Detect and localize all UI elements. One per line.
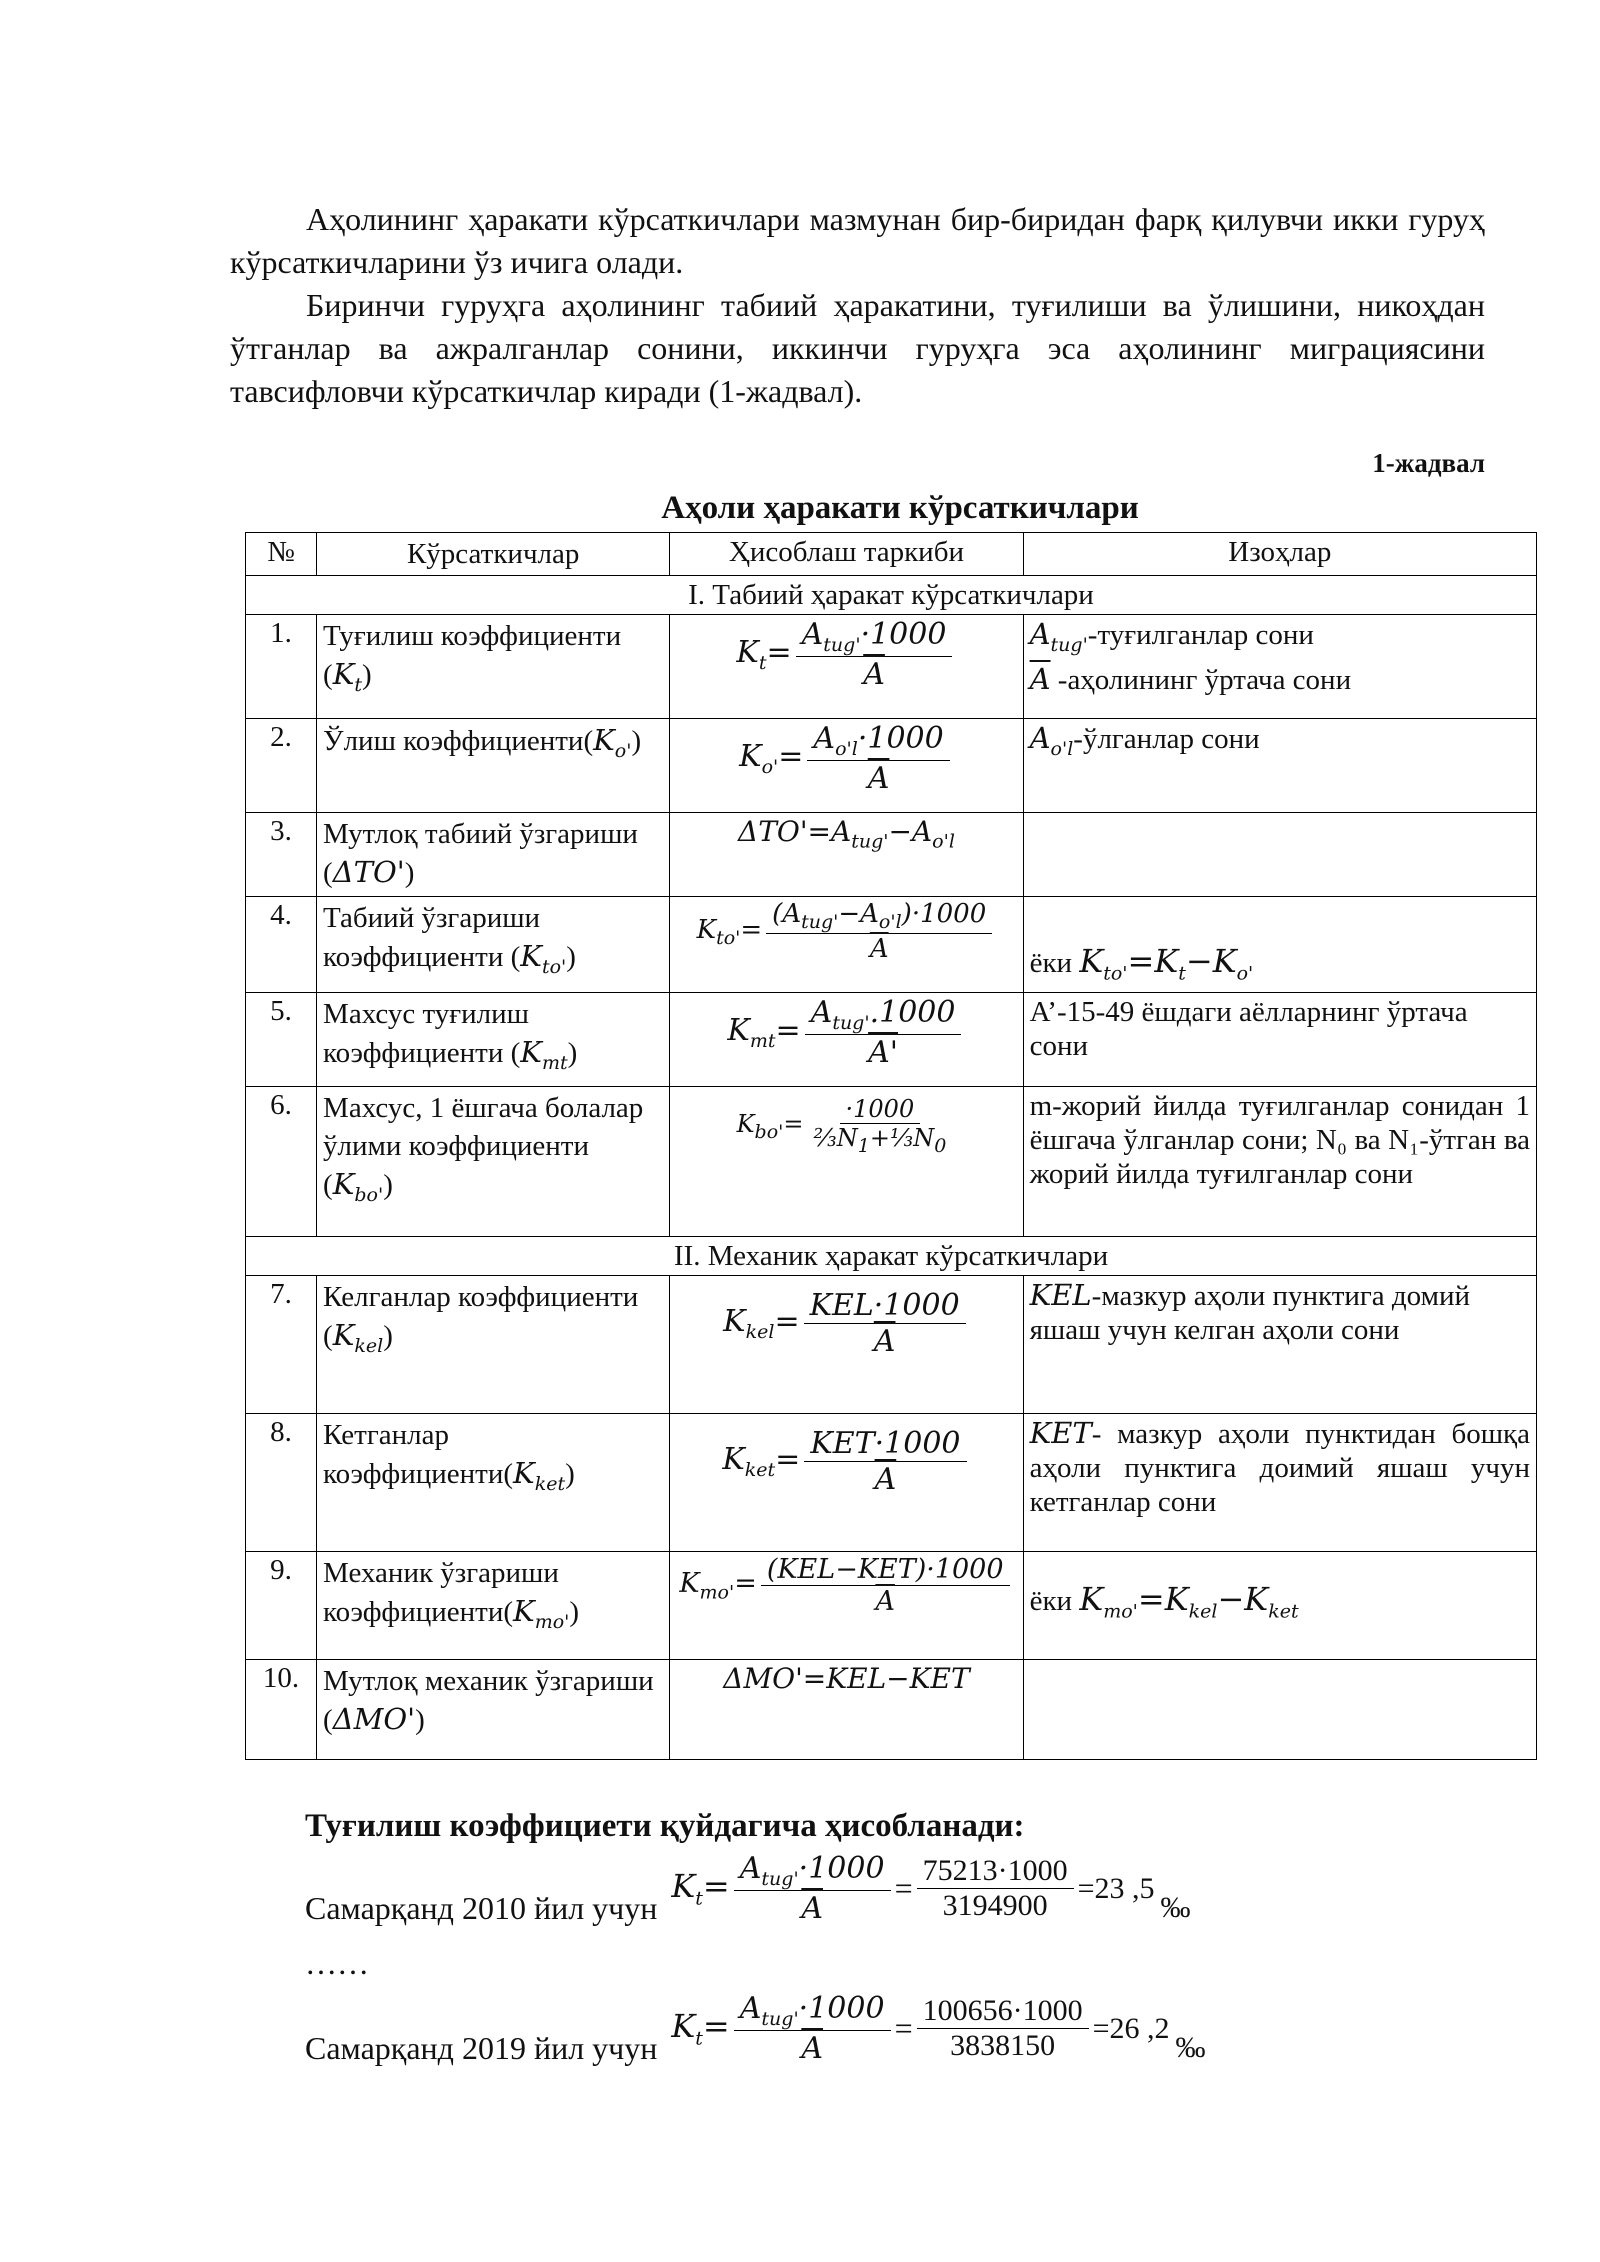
calculation-denominator: 3838150	[950, 2029, 1056, 2062]
note-text: -мазкур аҳоли пунктига домий яшаш учун келган аҳоли сони	[1029, 1280, 1471, 1346]
row-indicator: Махсус туғилиш коэффициенти $(K_{mt})$	[317, 993, 670, 1087]
per-mille-unit: ‰	[1175, 2030, 1206, 2064]
indicator-text: Табиий ўзгариши коэффициенти (	[323, 902, 541, 973]
row-indicator: Мутлоқ механик ўзгариши (ΔMO')	[317, 1660, 670, 1760]
table-row	[246, 993, 1537, 1087]
row-indicator: Ўлиш $коэффициенти(K_{o'})$	[317, 719, 670, 813]
row-indicator: Келганлар коэффициенти $(K_{kel})$	[317, 1276, 670, 1414]
indicator-subscript: bo'	[354, 1183, 384, 1206]
table-row	[246, 1276, 1537, 1414]
row-note: ёки $K_{mo'}=K_{kel}-K_{ket}$	[1023, 1552, 1536, 1660]
table-title: Аҳоли ҳаракати кўрсаткичлари	[661, 490, 1139, 526]
indicator-text: Мутлоқ табиий ўзгариши (	[323, 818, 638, 889]
row-note: m-жорий йилда туғилганлар сонидан 1 ёшгача ўлганлар сони; N₀ ва N₁-ўтган ва жорий йилда туғилганлар сони	[1023, 1087, 1536, 1237]
ellipsis: ……	[305, 1945, 369, 1981]
indicator-symbol: K	[332, 657, 355, 691]
table-row	[246, 813, 1537, 897]
note-text: ёки	[1029, 946, 1073, 979]
row-indicator: Туғилиш коэффициенти $(K_t)$	[317, 615, 670, 719]
row-note: KEL-мазкур аҳоли пунктига домий яшаш учун келган аҳоли сони	[1023, 1276, 1536, 1414]
row-number: 10.	[246, 1660, 317, 1760]
row-formula: $K_{ket}=$ $\frac{\text{KET·1000}}{A}$	[670, 1414, 1023, 1552]
indicator-symbol: K	[520, 1035, 542, 1069]
indicator-subscript: kel	[354, 1334, 384, 1357]
indicator-text: Махсус, 1 ёшгача болалар ўлими коэффициенти (	[323, 1092, 644, 1201]
row-note: $A_{tug'}$-туғилганлар сони $\overline{A}$ -аҳолининг ўртача сони	[1023, 615, 1536, 719]
row-number: 7.	[246, 1276, 317, 1414]
calculation-label: Самарқанд 2019 йил учун	[305, 2030, 658, 2066]
calculation-numerator: 100656·1000	[917, 1994, 1089, 2029]
indicator-symbol: K	[513, 1594, 535, 1628]
section-row-2	[246, 1237, 1537, 1276]
calculation-title: Туғилиш коэффициети қуйдагича ҳисобланади:	[305, 1808, 1025, 1844]
row-formula: $K_{to'}=$ $\frac{(A_{tug'}-A_{o'l})\cdot 1000}{A}$	[670, 897, 1023, 993]
per-mille-unit: ‰	[1160, 1890, 1191, 1924]
row-note: A’-15-49 ёшдаги аёлларнинг ўртача сони	[1023, 993, 1536, 1087]
indicator-text: Кетганлар коэффициенти(	[323, 1419, 514, 1490]
table-row	[246, 1414, 1537, 1552]
calculation-label: Самарқанд 2010 йил учун	[305, 1890, 658, 1926]
row-number: 2.	[246, 719, 317, 813]
section-row-1	[246, 576, 1537, 615]
indicator-symbol: ΔTO'	[332, 855, 405, 889]
indicator-symbol: K	[332, 1318, 355, 1352]
indicator-subscript: to'	[541, 955, 567, 978]
row-formula: $K_{kel}=$ $\frac{\text{KEL·1000}}{A}$	[670, 1276, 1023, 1414]
header-formula: Ҳисоблаш таркиби	[670, 533, 1023, 576]
intro-paragraph-2: Биринчи гуруҳга аҳолининг табиий ҳаракатини, туғилиши ва ўлишини, никоҳдан ўтганлар ва ажралганлар сонини, иккинчи гуруҳга эса аҳолининг миграциясини тавсифловчи кўрсаткичлар киради (1-жадвал).	[230, 287, 1485, 409]
indicator-subscript: mo'	[534, 1610, 570, 1633]
row-formula: $K_{mt}=$ $\frac{A_{tug'}.1000}{A'}$	[670, 993, 1023, 1087]
row-number: 5.	[246, 993, 317, 1087]
row-formula: $K_{bo'}=$ $\frac{\cdot 1000}{\frac{2}{3}N_1+\frac{1}{3}N_0}$	[670, 1087, 1023, 1237]
table-label: 1-жадвал	[1372, 448, 1485, 478]
row-note: ёки $K_{to'}=K_t-K_{o'}$	[1023, 897, 1536, 993]
indicator-symbol: K	[332, 1167, 355, 1201]
table-row	[246, 1660, 1537, 1760]
row-formula: $K_t=$ $\frac{A_{tug'}\cdot 1000}{A}$	[670, 615, 1023, 719]
indicator-text: Мутлоқ механик ўзгариши (	[323, 1665, 654, 1736]
calculation-line-2: Самарқанд 2019 йил учун $K_t=$ $\frac{A_{tug'}\cdot 1000}{A}$ = $\frac{100656\cdot 1000}{3838150}$ =26 ,2 ‰	[305, 1991, 1206, 2066]
table-row	[246, 1087, 1537, 1237]
row-number: 1.	[246, 615, 317, 719]
header-number: №	[246, 533, 317, 576]
row-number: 4.	[246, 897, 317, 993]
calculation-line-1: Самарқанд 2010 йил учун $K_t=$ $\frac{A_{tug'}\cdot 1000}{A}$ = $\frac{75213\cdot 1000}{3194900}$ =23 ,5 ‰	[305, 1851, 1191, 1926]
indicator-symbol: K	[593, 723, 615, 757]
calculation-result: =23 ,5	[1077, 1871, 1155, 1905]
row-note	[1023, 1660, 1536, 1760]
calculation-result: =26 ,2	[1092, 2011, 1170, 2045]
table-row	[246, 615, 1537, 719]
calculation-denominator: 3194900	[942, 1889, 1048, 1922]
calculation-numerator: 75213·1000	[917, 1854, 1074, 1889]
indicator-text: Механик ўзгариши коэффициенти(	[323, 1557, 559, 1628]
table-row	[246, 897, 1537, 993]
row-number: 3.	[246, 813, 317, 897]
indicator-symbol: ΔMO'	[332, 1702, 416, 1736]
row-indicator: Махсус, 1 ёшгача болалар ўлими коэффициенти $(K_{bo'})$	[317, 1087, 670, 1237]
indicator-subscript: ket	[534, 1472, 566, 1495]
row-indicator: Механик ўзгариши $коэффициенти(K_{mo'})$	[317, 1552, 670, 1660]
indicator-subscript: mt	[541, 1051, 568, 1074]
row-number: 9.	[246, 1552, 317, 1660]
row-note: KET- мазкур аҳоли пунктидан бошқа аҳоли пунктига доимий яшаш учун кетганлар сони	[1023, 1414, 1536, 1552]
table-header-row	[246, 533, 1537, 576]
indicator-text: Келганлар коэффициенти (	[323, 1281, 639, 1352]
note-text-2: -аҳолининг ўртача сони	[1057, 663, 1352, 696]
indicators-table	[245, 532, 1537, 1760]
row-formula: $K_{o'}=$ $\frac{A_{o'l}\cdot 1000}{A}$	[670, 719, 1023, 813]
note-text: -туғилганлар сони	[1087, 619, 1314, 651]
intro-paragraph-1: Аҳолининг ҳаракати кўрсаткичлари мазмунан бир-биридан фарқ қилувчи икки гуруҳ кўрсаткичларини ўз ичига олади.	[230, 201, 1485, 280]
table-row	[246, 719, 1537, 813]
section-title-mechanical: II. Механик ҳаракат кўрсаткичлари	[246, 1237, 1537, 1276]
indicator-text: Туғилиш коэффициенти (	[323, 620, 622, 691]
header-indicators: Кўрсаткичлар	[317, 533, 670, 576]
row-formula: ΔMO'=KEL−KET	[670, 1660, 1023, 1760]
table-row	[246, 1552, 1537, 1660]
indicator-text: Ўлиш коэффициенти(	[323, 725, 594, 757]
row-indicator: Табиий ўзгариши коэффициенти $(K_{to'})$	[317, 897, 670, 993]
indicator-symbol: K	[513, 1456, 535, 1490]
row-formula: $\Delta TO'=A_{tug'}-A_{o'l}$	[670, 813, 1023, 897]
row-number: 8.	[246, 1414, 317, 1552]
indicator-symbol: K	[520, 939, 542, 973]
indicator-subscript: o'	[614, 739, 632, 762]
indicator-text: Махсус туғилиш коэффициенти (	[323, 998, 530, 1069]
row-note: $A_{o'l}$-ўлганлар сони	[1023, 719, 1536, 813]
row-number: 6.	[246, 1087, 317, 1237]
row-indicator: Кетганлар $коэффициенти(K_{ket})$	[317, 1414, 670, 1552]
section-title-natural: I. Табиий ҳаракат кўрсаткичлари	[246, 576, 1537, 615]
row-formula: $K_{mo'}=$ $\frac{\text{(KEL−KET)·1000}}{A}$	[670, 1552, 1023, 1660]
note-text: -ўлганлар сони	[1073, 723, 1260, 755]
note-text: - мазкур аҳоли пунктидан бошқа аҳоли пунктига доимий яшаш учун кетганлар сони	[1029, 1418, 1530, 1518]
indicator-subscript: t	[354, 673, 363, 696]
row-indicator: Мутлоқ табиий ўзгариши (ΔTO')	[317, 813, 670, 897]
row-note	[1023, 813, 1536, 897]
header-notes: Изоҳлар	[1023, 533, 1536, 576]
note-text: ёки	[1029, 1585, 1073, 1618]
